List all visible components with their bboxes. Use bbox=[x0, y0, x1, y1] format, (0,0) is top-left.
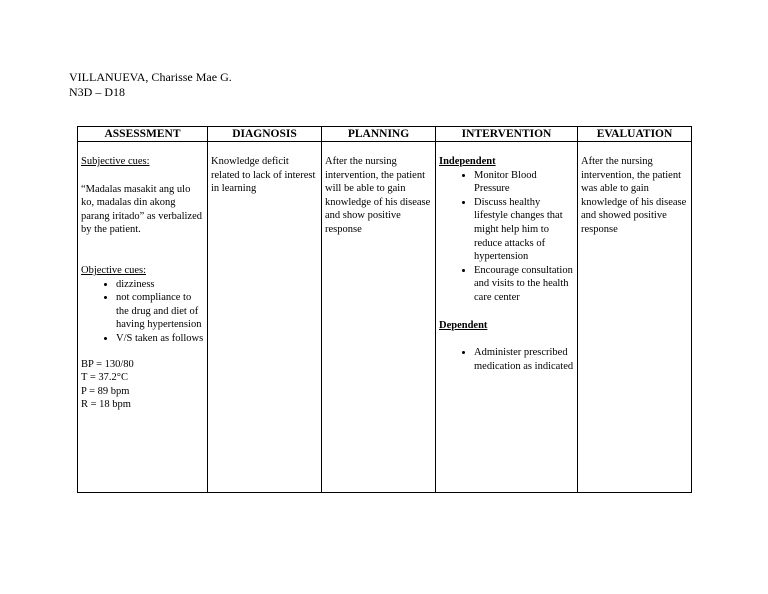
student-section: N3D – D18 bbox=[69, 85, 125, 99]
dependent-list bbox=[439, 346, 574, 373]
vital-temperature: T = 37.2°C bbox=[81, 372, 128, 384]
document-header bbox=[69, 70, 232, 100]
subjective-cues-text: “Madalas masakit ang ulo ko, madalas din akong parang iritado” as verbalized by the patient. bbox=[81, 183, 202, 236]
objective-cues-list bbox=[81, 278, 204, 346]
planning-cell bbox=[322, 142, 436, 493]
subjective-cues-label: Subjective cues: bbox=[81, 156, 150, 167]
col-header-planning: PLANNING bbox=[322, 127, 436, 142]
evaluation-text: After the nursing intervention, the patient was able to gain knowledge of his disease and showed positive response bbox=[581, 156, 687, 235]
diagnosis-cell bbox=[208, 142, 322, 493]
vital-bp: BP = 130/80 bbox=[81, 358, 134, 370]
assessment-cell bbox=[78, 142, 208, 493]
list-item: • V/S taken as follows bbox=[116, 332, 204, 346]
list-item: • Encourage consultation and visits to the health care center bbox=[474, 264, 574, 305]
independent-list bbox=[439, 169, 574, 305]
planning-text: After the nursing intervention, the patient will be able to gain knowledge of his disease and show positive response bbox=[325, 156, 431, 235]
dependent-label: Dependent bbox=[439, 319, 488, 331]
evaluation-cell bbox=[578, 142, 692, 493]
objective-cues-label: Objective cues: bbox=[81, 264, 147, 276]
col-header-assessment: ASSESSMENT bbox=[78, 127, 208, 142]
vital-respiration: R = 18 bpm bbox=[81, 399, 131, 411]
care-plan-table bbox=[77, 126, 692, 493]
col-header-diagnosis: DIAGNOSIS bbox=[208, 127, 322, 142]
col-header-intervention: INTERVENTION bbox=[436, 127, 578, 142]
list-item: • dizziness bbox=[116, 278, 204, 292]
col-header-evaluation: EVALUATION bbox=[578, 127, 692, 142]
independent-label: Independent bbox=[439, 156, 496, 167]
list-item: • Monitor Blood Pressure bbox=[474, 169, 574, 196]
vital-pulse: P = 89 bpm bbox=[81, 385, 130, 397]
list-item: • Administer prescribed medication as indicated bbox=[474, 346, 574, 373]
table-row bbox=[78, 142, 692, 493]
list-item: • Discuss healthy lifestyle changes that might help him to reduce attacks of hypertension bbox=[474, 196, 574, 264]
diagnosis-text: Knowledge deficit related to lack of interest in learning bbox=[211, 156, 316, 195]
list-item: • not compliance to the drug and diet of having hypertension bbox=[116, 291, 204, 332]
student-name: VILLANUEVA, Charisse Mae G. bbox=[69, 70, 232, 84]
table-header-row bbox=[78, 127, 692, 142]
intervention-cell bbox=[436, 142, 578, 493]
